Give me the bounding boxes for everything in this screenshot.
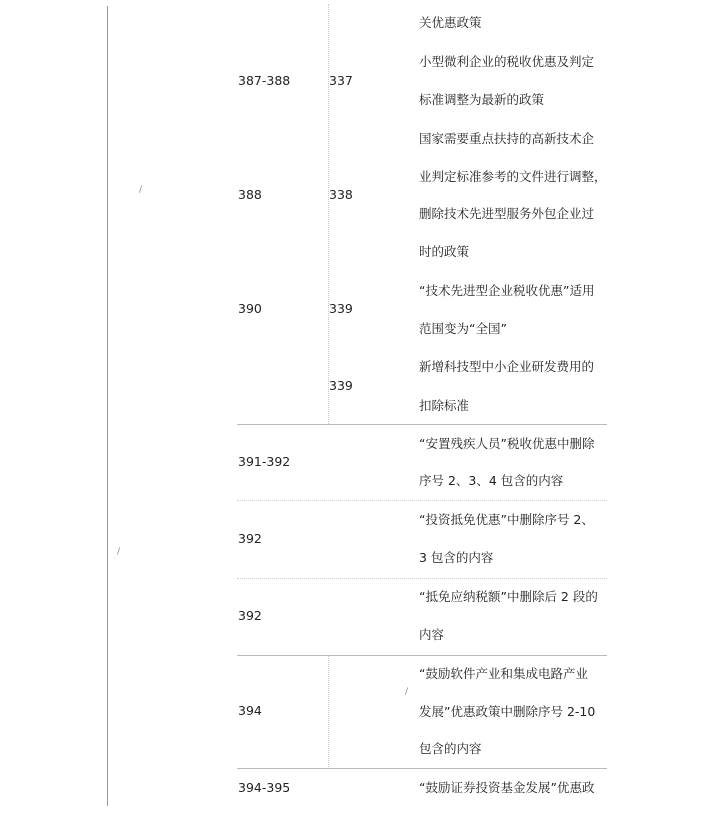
table-cell-description: 3 包含的内容 — [419, 550, 494, 565]
table-cell-description: “鼓励软件产业和集成电路产业 — [419, 666, 588, 681]
table-cell-page: 390 — [238, 301, 262, 316]
table-cell-description: “抵免应纳税额”中删除后 2 段的 — [419, 589, 598, 604]
table-cell-page: 388 — [238, 187, 262, 202]
table-cell-ref: 338 — [329, 187, 353, 202]
table-cell-page: 394 — [238, 703, 262, 718]
table-cell-page: 394-395 — [238, 780, 291, 795]
table-cell-description: 标准调整为最新的政策 — [419, 92, 545, 107]
scan-mark: / — [139, 185, 143, 195]
table-cell-description: 业判定标准参考的文件进行调整， — [419, 169, 607, 184]
column-divider — [328, 4, 329, 424]
scan-mark: / — [117, 547, 121, 557]
row-separator — [237, 500, 607, 501]
margin-rule — [107, 6, 108, 806]
table-cell-description: 序号 2、3、4 包含的内容 — [419, 473, 564, 488]
table-cell-ref: 337 — [329, 73, 353, 88]
table-cell-description: 国家需要重点扶持的高新技术企 — [419, 131, 595, 146]
table-cell-page: 392 — [238, 531, 262, 546]
table-cell-description: 发展”优惠政策中删除序号 2-10 — [419, 704, 596, 719]
table-cell-page: 391-392 — [238, 454, 291, 469]
table-cell-description: 内容 — [419, 627, 445, 642]
table-cell-description: “鼓励证券投资基金发展”优惠政 — [419, 780, 595, 795]
table-cell-description: “安置残疾人员”税收优惠中删除 — [419, 436, 595, 451]
table-cell-page: 392 — [238, 608, 262, 623]
table-cell-description: 扣除标准 — [419, 398, 470, 413]
table-cell-description: “投资抵免优惠”中删除序号 2、 — [419, 512, 594, 527]
row-separator — [237, 768, 607, 769]
row-separator — [237, 578, 607, 579]
column-divider — [328, 655, 329, 767]
table-cell-description: 删除技术先进型服务外包企业过 — [419, 206, 595, 221]
table-cell-description: 关优惠政策 — [419, 15, 482, 30]
table-cell-ref: 339 — [329, 301, 353, 316]
table-cell-description: 新增科技型中小企业研发费用的 — [419, 359, 595, 374]
row-separator — [237, 424, 607, 425]
table-cell-description: “技术先进型企业税收优惠”适用 — [419, 283, 595, 298]
table-cell-description: 小型微利企业的税收优惠及判定 — [419, 54, 595, 69]
table-cell-description: 时的政策 — [419, 244, 470, 259]
table-cell-description: 包含的内容 — [419, 741, 482, 756]
table-cell-ref: 339 — [329, 378, 353, 393]
table-cell-page: 387-388 — [238, 73, 291, 88]
table-cell-description: 范围变为“全国” — [419, 321, 507, 336]
scan-mark: / — [405, 687, 409, 697]
row-separator — [237, 655, 607, 656]
